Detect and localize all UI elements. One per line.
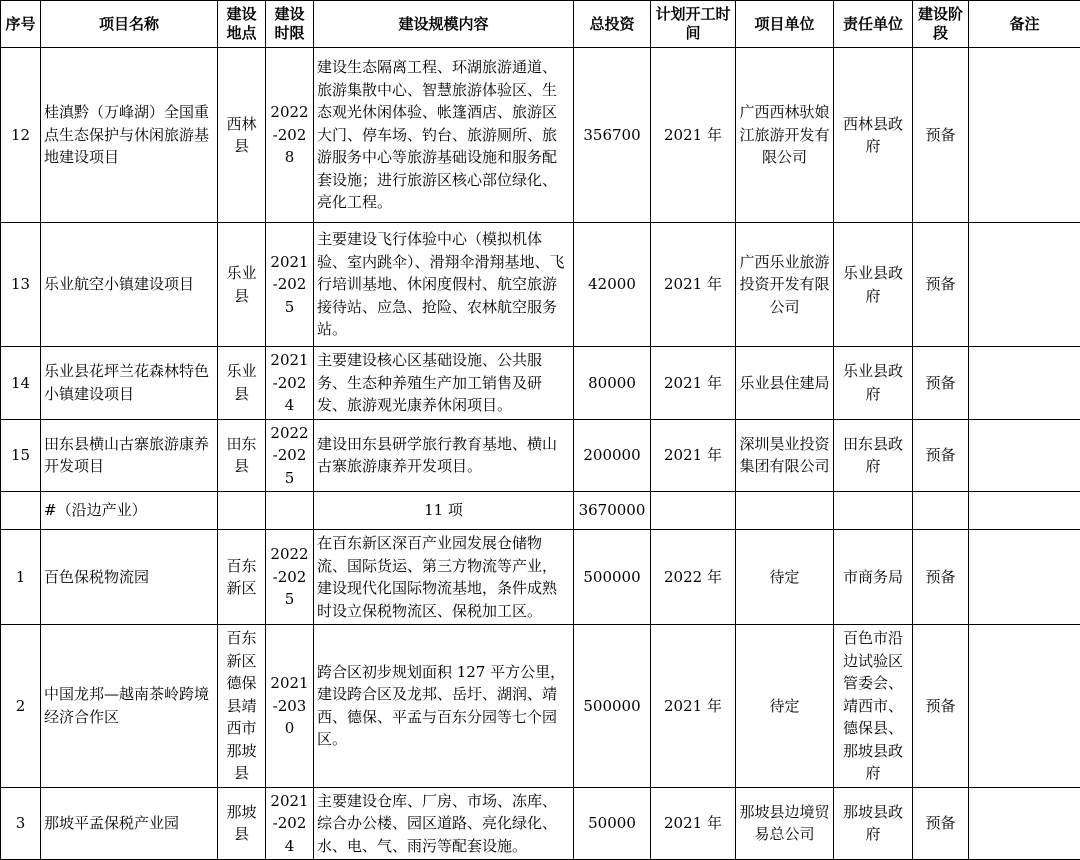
cell-investment: 42000 bbox=[574, 223, 651, 347]
cell-stage: 预备 bbox=[913, 419, 969, 492]
cell-investment: 200000 bbox=[574, 419, 651, 492]
cell-stage: 预备 bbox=[913, 347, 969, 420]
cell-remark bbox=[969, 347, 1080, 420]
section-location bbox=[218, 492, 266, 530]
cell-start: 2021 年 bbox=[651, 223, 736, 347]
cell-no: 3 bbox=[1, 787, 41, 860]
cell-unit: 那坡县边境贸易总公司 bbox=[736, 787, 834, 860]
cell-period: 2021-2024 bbox=[266, 347, 314, 420]
section-count: 11 项 bbox=[314, 492, 574, 530]
header-remark: 备注 bbox=[969, 1, 1080, 48]
cell-period: 2021-2025 bbox=[266, 223, 314, 347]
table-row bbox=[1, 787, 1080, 860]
cell-content: 主要建设仓库、厂房、市场、冻库、综合办公楼、园区道路、亮化绿化、水、电、气、雨污等配套设施。 bbox=[314, 787, 574, 860]
cell-remark bbox=[969, 530, 1080, 625]
cell-investment: 356700 bbox=[574, 48, 651, 223]
cell-responsible: 西林县政府 bbox=[834, 48, 913, 223]
header-start: 计划开工时间 bbox=[651, 1, 736, 48]
cell-start: 2021 年 bbox=[651, 347, 736, 420]
header-location: 建设地点 bbox=[218, 1, 266, 48]
header-period: 建设时限 bbox=[266, 1, 314, 48]
cell-investment: 500000 bbox=[574, 625, 651, 788]
cell-location: 百东新区德保县靖西市那坡县 bbox=[218, 625, 266, 788]
cell-responsible: 田东县政府 bbox=[834, 419, 913, 492]
cell-remark bbox=[969, 787, 1080, 860]
section-no bbox=[1, 492, 41, 530]
cell-name: 那坡平孟保税产业园 bbox=[41, 787, 218, 860]
cell-remark bbox=[969, 625, 1080, 788]
cell-responsible: 那坡县政府 bbox=[834, 787, 913, 860]
cell-responsible: 乐业县政府 bbox=[834, 223, 913, 347]
cell-content: 跨合区初步规划面积 127 平方公里，建设跨合区及龙邦、岳圩、湖润、靖西、德保、平孟与百东分园等七个园区。 bbox=[314, 625, 574, 788]
cell-investment: 80000 bbox=[574, 347, 651, 420]
cell-responsible: 百色市沿边试验区管委会、靖西市、德保县、那坡县政府 bbox=[834, 625, 913, 788]
section-stage bbox=[913, 492, 969, 530]
cell-location: 百东新区 bbox=[218, 530, 266, 625]
cell-period: 2022-2028 bbox=[266, 48, 314, 223]
cell-location: 田东县 bbox=[218, 419, 266, 492]
cell-unit: 待定 bbox=[736, 625, 834, 788]
table-row bbox=[1, 419, 1080, 492]
cell-remark bbox=[969, 223, 1080, 347]
cell-stage: 预备 bbox=[913, 223, 969, 347]
section-title: #（沿边产业） bbox=[41, 492, 218, 530]
table-row bbox=[1, 625, 1080, 788]
cell-location: 乐业县 bbox=[218, 223, 266, 347]
cell-investment: 50000 bbox=[574, 787, 651, 860]
cell-unit: 深圳昊业投资集团有限公司 bbox=[736, 419, 834, 492]
cell-start: 2021 年 bbox=[651, 787, 736, 860]
cell-stage: 预备 bbox=[913, 787, 969, 860]
header-unit: 项目单位 bbox=[736, 1, 834, 48]
cell-stage: 预备 bbox=[913, 625, 969, 788]
cell-responsible: 市商务局 bbox=[834, 530, 913, 625]
header-name: 项目名称 bbox=[41, 1, 218, 48]
cell-location: 那坡县 bbox=[218, 787, 266, 860]
header-responsible: 责任单位 bbox=[834, 1, 913, 48]
cell-location: 西林县 bbox=[218, 48, 266, 223]
cell-content: 建设田东县研学旅行教育基地、横山古寨旅游康养开发项目。 bbox=[314, 419, 574, 492]
header-no: 序号 bbox=[1, 1, 41, 48]
cell-period: 2021-2024 bbox=[266, 787, 314, 860]
cell-stage: 预备 bbox=[913, 48, 969, 223]
cell-content: 建设生态隔离工程、环湖旅游通道、旅游集散中心、智慧旅游体验区、生态观光休闲体验、帐篷酒店、旅游区大门、停车场、钓台、旅游厕所、旅游服务中心等旅游基础设施和服务配套设施；进行旅游区核心部位绿化、亮化工程。 bbox=[314, 48, 574, 223]
cell-period: 2021-2030 bbox=[266, 625, 314, 788]
cell-no: 15 bbox=[1, 419, 41, 492]
section-row bbox=[1, 492, 1080, 530]
cell-name: 桂滇黔（万峰湖）全国重点生态保护与休闲旅游基地建设项目 bbox=[41, 48, 218, 223]
section-period bbox=[266, 492, 314, 530]
cell-content: 在百东新区深百产业园发展仓储物流、国际货运、第三方物流等产业，建设现代化国际物流基地，条件成熟时设立保税物流区、保税加工区。 bbox=[314, 530, 574, 625]
cell-start: 2022 年 bbox=[651, 530, 736, 625]
header-investment: 总投资 bbox=[574, 1, 651, 48]
table-row bbox=[1, 530, 1080, 625]
cell-unit: 乐业县住建局 bbox=[736, 347, 834, 420]
cell-period: 2022-2025 bbox=[266, 530, 314, 625]
cell-name: 田东县横山古寨旅游康养开发项目 bbox=[41, 419, 218, 492]
cell-name: 中国龙邦—越南茶岭跨境经济合作区 bbox=[41, 625, 218, 788]
cell-period: 2022-2025 bbox=[266, 419, 314, 492]
cell-unit: 广西乐业旅游投资开发有限公司 bbox=[736, 223, 834, 347]
cell-remark bbox=[969, 419, 1080, 492]
cell-content: 主要建设飞行体验中心（模拟机体验、室内跳伞）、滑翔伞滑翔基地、飞行培训基地、休闲度假村、航空旅游接待站、应急、抢险、农林航空服务站。 bbox=[314, 223, 574, 347]
table-row bbox=[1, 347, 1080, 420]
cell-start: 2021 年 bbox=[651, 625, 736, 788]
cell-name: 百色保税物流园 bbox=[41, 530, 218, 625]
cell-content: 主要建设核心区基础设施、公共服务、生态种养殖生产加工销售及研发、旅游观光康养休闲项目。 bbox=[314, 347, 574, 420]
cell-no: 12 bbox=[1, 48, 41, 223]
table-row bbox=[1, 48, 1080, 223]
section-responsible bbox=[834, 492, 913, 530]
cell-start: 2021 年 bbox=[651, 48, 736, 223]
header-content: 建设规模内容 bbox=[314, 1, 574, 48]
cell-no: 2 bbox=[1, 625, 41, 788]
cell-unit: 广西西林驮娘江旅游开发有限公司 bbox=[736, 48, 834, 223]
cell-unit: 待定 bbox=[736, 530, 834, 625]
cell-start: 2021 年 bbox=[651, 419, 736, 492]
header-stage: 建设阶段 bbox=[913, 1, 969, 48]
section-remark bbox=[969, 492, 1080, 530]
cell-no: 1 bbox=[1, 530, 41, 625]
section-start bbox=[651, 492, 736, 530]
cell-responsible: 乐业县政府 bbox=[834, 347, 913, 420]
cell-name: 乐业航空小镇建设项目 bbox=[41, 223, 218, 347]
cell-stage: 预备 bbox=[913, 530, 969, 625]
cell-name: 乐业县花坪兰花森林特色小镇建设项目 bbox=[41, 347, 218, 420]
table-row bbox=[1, 223, 1080, 347]
cell-no: 13 bbox=[1, 223, 41, 347]
cell-no: 14 bbox=[1, 347, 41, 420]
header-row bbox=[1, 1, 1080, 48]
section-investment: 3670000 bbox=[574, 492, 651, 530]
section-unit bbox=[736, 492, 834, 530]
cell-location: 乐业县 bbox=[218, 347, 266, 420]
cell-remark bbox=[969, 48, 1080, 223]
cell-investment: 500000 bbox=[574, 530, 651, 625]
